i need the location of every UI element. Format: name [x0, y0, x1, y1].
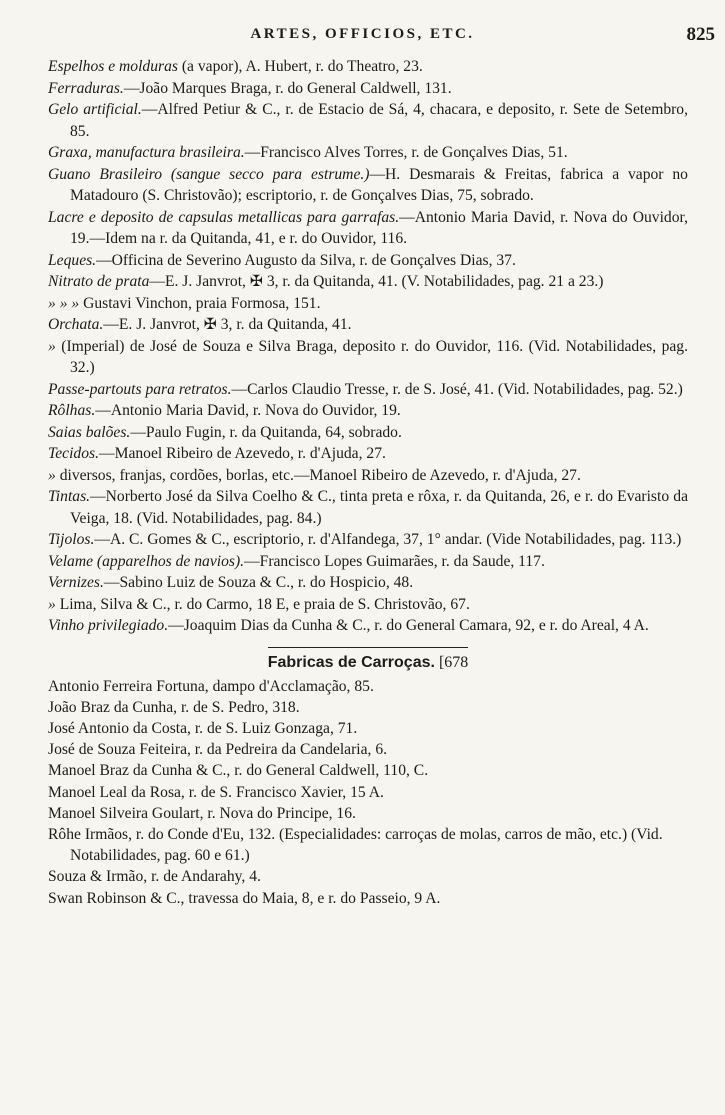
- entry-term: Vinho privilegiado.: [48, 617, 169, 634]
- list-item: Manoel Leal da Rosa, r. de S. Francisco Xavier, 15 A.: [48, 783, 384, 801]
- directory-entry: [48, 293, 688, 315]
- entry-term: Tintas.: [48, 488, 91, 505]
- entry-term: »: [48, 337, 56, 355]
- entry-term: Rôlhas.: [48, 402, 96, 419]
- entry-text: Gustavi Vinchon, praia Formosa, 151.: [79, 294, 321, 312]
- directory-entry: [48, 164, 688, 207]
- entry-text: —Officina de Severino Augusto da Silva, r. de Gonçalves Dias, 37.: [96, 251, 516, 269]
- directory-listing: [48, 56, 688, 909]
- entry-term: Gelo artificial.: [48, 101, 142, 118]
- entry-term: Graxa, manufactura brasileira.: [48, 144, 245, 161]
- entry-term: Lacre e deposito de capsulas metallicas para garrafas.: [48, 208, 400, 226]
- list-item: Manoel Braz da Cunha & C., r. do General Caldwell, 110, C.: [48, 762, 429, 780]
- entry-text: —E. J. Janvrot, ✠ 3, r. da Quitanda, 41.: [103, 316, 352, 333]
- entry-text: (Imperial) de José de Souza e Silva Braga, deposito r. do Ouvidor, 116. (Vid. Notabilidades, pag. 32.): [55, 337, 688, 376]
- list-item: João Braz da Cunha, r. de S. Pedro, 318.: [48, 698, 300, 716]
- page-number: 825: [686, 24, 715, 45]
- section-title: Fabricas de Carroças.: [267, 653, 435, 671]
- directory-entry: [48, 594, 688, 616]
- entry-text: —Paulo Fugin, r. da Quitanda, 64, sobrado.: [130, 423, 402, 441]
- directory-entry: [48, 78, 688, 100]
- list-item: Swan Robinson & C., travessa do Maia, 8, e r. do Passeio, 9 A.: [48, 889, 441, 907]
- entry-text: —Joaquim Dias da Cunha & C., r. do General Camara, 92, e r. do Areal, 4 A.: [168, 617, 649, 634]
- entry-term: Orchata.: [48, 316, 104, 333]
- running-title: ARTES, OFFICIOS, ETC.: [250, 26, 475, 42]
- directory-entry: [48, 207, 688, 250]
- directory-entry: [48, 465, 688, 487]
- entry-text: Lima, Silva & C., r. do Carmo, 18 E, e praia de S. Christovão, 67.: [55, 595, 470, 613]
- directory-entry: [48, 56, 688, 78]
- directory-entry: [48, 615, 688, 637]
- entry-term: » » »: [48, 294, 80, 312]
- entry-term: Passe-partouts para retratos.: [48, 380, 232, 398]
- list-item: Manoel Silveira Goulart, r. Nova do Principe, 16.: [48, 804, 356, 822]
- entry-text: —E. J. Janvrot, ✠ 3, r. da Quitanda, 41. (V. Notabilidades, pag. 21 a 23.): [149, 273, 604, 290]
- list-item: José de Souza Feiteira, r. da Pedreira da Candelaria, 6.: [48, 741, 388, 759]
- entry-text: diversos, franjas, cordões, borlas, etc.—Manoel Ribeiro de Azevedo, r. d'Ajuda, 27.: [55, 466, 581, 484]
- list-item: Rôhe Irmãos, r. do Conde d'Eu, 132. (Especialidades: carroças de molas, carros de mão, etc.) (Vid. Notabilidades, pag. 60 e 61.): [48, 825, 663, 865]
- page-header: [0, 26, 725, 50]
- list-item: Souza & Irmão, r. de Andarahy, 4.: [48, 868, 261, 886]
- entry-text: —Antonio Maria David, r. Nova do Ouvidor, 19.—Idem na r. da Quitanda, 41, e r. do Ouvidor, 116.: [70, 208, 688, 247]
- entry-term: Velame (apparelhos de navios).: [48, 552, 245, 570]
- entry-text: —Sabino Luiz de Souza & C., r. do Hospicio, 48.: [103, 574, 414, 591]
- directory-entry: [48, 572, 688, 594]
- list-item: José Antonio da Costa, r. de S. Luiz Gonzaga, 71.: [48, 719, 358, 737]
- directory-entry: [48, 379, 688, 401]
- entry-term: Nitrato de prata: [48, 273, 150, 290]
- trade-entries: [48, 56, 688, 637]
- entry-text: —Francisco Lopes Guimarães, r. da Saude, 117.: [244, 552, 545, 570]
- directory-entry: [48, 551, 688, 573]
- directory-entry: [48, 529, 688, 551]
- entry-term: Espelhos e molduras: [48, 58, 178, 75]
- entry-text: (a vapor), A. Hubert, r. do Theatro, 23.: [177, 58, 423, 75]
- list-item: Antonio Ferreira Fortuna, dampo d'Acclamação, 85.: [48, 677, 374, 695]
- entry-term: Tijolos.: [48, 531, 95, 548]
- directory-entry: [48, 336, 688, 379]
- directory-entry: [48, 314, 688, 336]
- entry-term: Saias balões.: [48, 423, 131, 441]
- directory-entry: [48, 142, 688, 164]
- entry-text: —Alfred Petiur & C., r. de Estacio de Sá, 4, chacara, e deposito, r. Sete de Setembro, 85.: [70, 101, 689, 140]
- entry-term: Tecidos.: [48, 445, 99, 462]
- section-reference: [678: [434, 653, 469, 671]
- directory-entry: [48, 443, 688, 465]
- entry-text: —Norberto José da Silva Coelho & C., tinta preta e rôxa, r. da Quitanda, 26, e r. do Evaristo da Veiga, 18. (Vid. Notabilidades, pag. 84.): [70, 488, 688, 527]
- entry-text: —Antonio Maria David, r. Nova do Ouvidor, 19.: [95, 402, 401, 419]
- entry-text: —H. Desmarais & Freitas, fabrica a vapor no Matadouro (S. Christovão); escriptorio, r. de Gonçalves Dias, 75, sobrado.: [70, 165, 688, 204]
- section-items: [48, 676, 688, 909]
- entry-term: Guano Brasileiro (sangue secco para estrume.): [48, 165, 370, 183]
- entry-term: »: [48, 466, 56, 484]
- directory-entry: [48, 271, 688, 293]
- entry-text: —A. C. Gomes & C., escriptorio, r. d'Alfandega, 37, 1° andar. (Vide Notabilidades, pag. 113.): [94, 531, 682, 548]
- entry-term: Leques.: [48, 251, 97, 269]
- entry-text: —Carlos Claudio Tresse, r. de S. José, 41. (Vid. Notabilidades, pag. 52.): [231, 380, 683, 398]
- entry-text: —João Marques Braga, r. do General Caldwell, 131.: [123, 79, 452, 97]
- entry-text: —Francisco Alves Torres, r. de Gonçalves Dias, 51.: [244, 144, 568, 161]
- directory-entry: [48, 422, 688, 444]
- entry-term: Ferraduras.: [48, 79, 124, 97]
- directory-entry: [48, 250, 688, 272]
- section-heading: [48, 654, 688, 672]
- entry-term: Vernizes.: [48, 574, 104, 591]
- entry-text: —Manoel Ribeiro de Azevedo, r. d'Ajuda, 27.: [98, 445, 386, 462]
- section-divider: [268, 647, 468, 648]
- directory-entry: [48, 400, 688, 422]
- entry-term: »: [48, 595, 56, 613]
- directory-entry: [48, 99, 688, 142]
- directory-entry: [48, 486, 688, 529]
